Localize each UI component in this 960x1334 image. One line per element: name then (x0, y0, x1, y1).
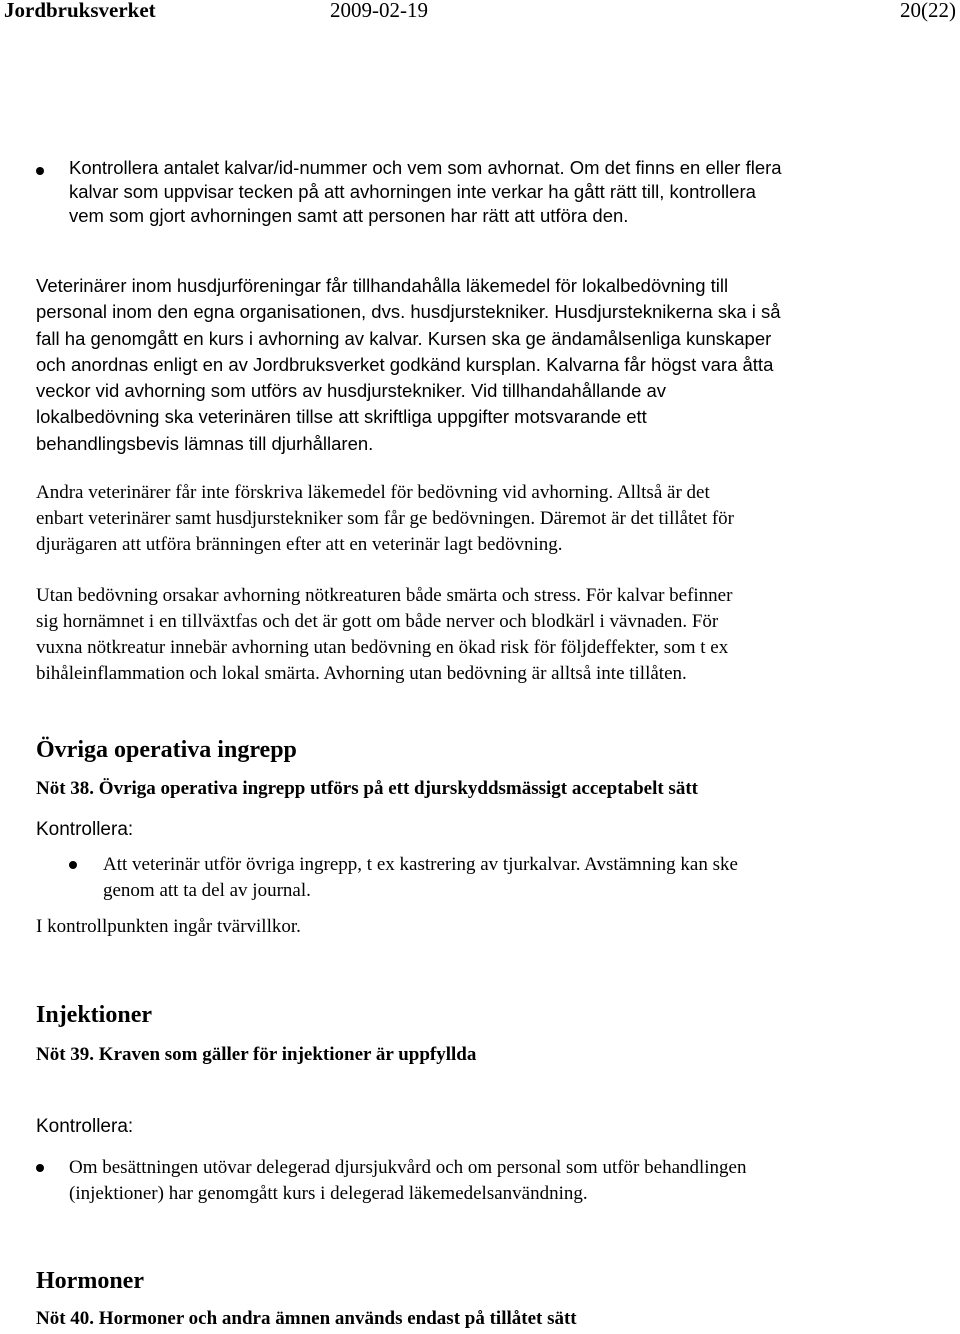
paragraph-veterinarer: Veterinärer inom husdjurföreningar får tillhandahålla läkemedel för lokalbedövning till personal inom den egna organisationen, dvs. husdjurstekniker. Husdjursteknikerna ska i så fall ha genomgått en kurs i avhorning av kalvar. Kursen ska ge ändamålsenliga kunskaper och anordnas enligt en av Jordbruksverket godkänd kursplan. Kalvarna får högst vara åtta veckor vid avhorning som utförs av husdjurstekniker. Vid tillhandahållande av lokalbedövning ska veterinären tillse att skriftliga uppgifter motsvarande ett behandlingsbevis lämnas till djurhållaren. (36, 275, 781, 454)
kontrollera-label: Kontrollera: (36, 819, 134, 840)
bullet-item-kalvar (0, 156, 960, 236)
paragraph-andra-veterinarer: Andra veterinärer får inte förskriva läkemedel för bedövning vid avhorning. Alltså är det enbart veterinärer samt husdjurstekniker som får ge bedövningen. Däremot är det tillåtet för djurägaren att utföra bränningen efter att en veterinär lagt bedövning. (36, 482, 734, 555)
bullet-line: Att veterinär utför övriga ingrepp, t ex kastrering av tjurkalvar. Avstämning kan ske (103, 854, 738, 875)
bullet-icon (36, 167, 44, 175)
bullet-line: vem som gjort avhorningen samt att personen har rätt att utföra den. (69, 205, 629, 226)
bullet-icon (36, 1164, 44, 1172)
section-heading-ovriga: Övriga operativa ingrepp (36, 737, 297, 763)
requirement-not-38: Nöt 38. Övriga operativa ingrepp utförs på ett djurskyddsmässigt acceptabelt sätt (36, 778, 698, 799)
page-header (0, 0, 960, 26)
section-heading-injektioner: Injektioner (36, 1002, 152, 1028)
header-org: Jordbruksverket (4, 0, 156, 22)
bullet-icon (69, 861, 77, 869)
kontrollera-label: Kontrollera: (36, 1116, 134, 1137)
paragraph-utan-bedovning: Utan bedövning orsakar avhorning nötkreaturen både smärta och stress. För kalvar befinner sig hornämnet i en tillväxtfas och det är gott om både nerver och blodkärl i vävnaden. För vuxna nötkreatur innebär avhorning utan bedövning en ökad risk för följdeffekter, som t ex bihåleinflammation och lokal smärta. Avhorning utan bedövning är alltså inte tillåten. (36, 585, 733, 684)
bullet-item-injektioner (0, 1155, 960, 1211)
header-page-number: 20(22) (900, 0, 956, 22)
note-tvarvillkor: I kontrollpunkten ingår tvärvillkor. (36, 916, 301, 937)
requirement-not-40: Nöt 40. Hormoner och andra ämnen används endast på tillåtet sätt (36, 1308, 577, 1329)
bullet-line: (injektioner) har genomgått kurs i delegerad läkemedelsanvändning. (69, 1183, 588, 1204)
bullet-line: Kontrollera antalet kalvar/id-nummer och vem som avhornat. Om det finns en eller flera (69, 157, 782, 178)
requirement-not-39: Nöt 39. Kraven som gäller för injektioner är uppfyllda (36, 1044, 477, 1065)
section-heading-hormoner: Hormoner (36, 1268, 144, 1294)
bullet-line: Om besättningen utövar delegerad djursjukvård och om personal som utför behandlingen (69, 1157, 747, 1178)
bullet-line: kalvar som uppvisar tecken på att avhorningen inte verkar ha gått rätt till, kontrollera (69, 181, 756, 202)
bullet-item-ovriga-ingrepp (0, 852, 960, 908)
bullet-line: genom att ta del av journal. (103, 880, 311, 901)
header-date: 2009-02-19 (330, 0, 428, 22)
